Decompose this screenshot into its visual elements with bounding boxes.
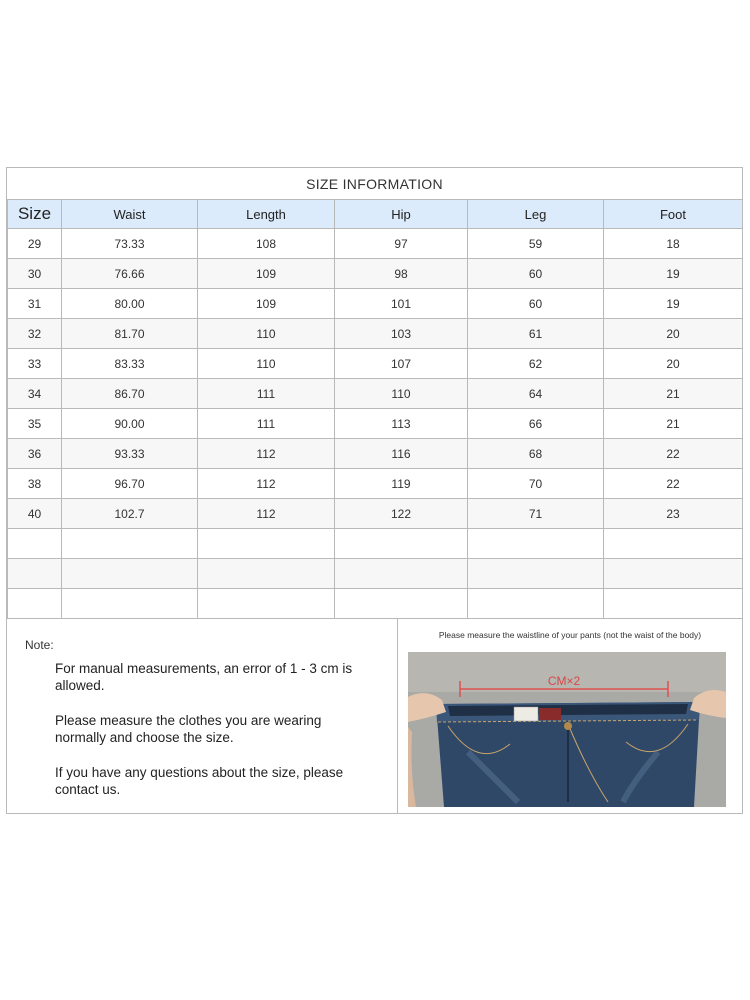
cell-foot: 18 [604,229,743,259]
cell-foot: 22 [604,469,743,499]
cell-leg: 66 [468,409,604,439]
column-header-size: Size [8,200,62,229]
size-chart [6,167,743,814]
cell-leg: 62 [468,349,604,379]
table-row [8,409,743,439]
note-error-tolerance: For manual measurements, an error of 1 - 3 cm is allowed. [55,661,353,693]
cell-hip: 98 [335,259,468,289]
cell-size: 31 [8,289,62,319]
cell-size: 38 [8,469,62,499]
cell-leg [468,529,604,559]
cell-foot: 20 [604,349,743,379]
measurement-photo-panel [398,618,742,813]
cell-length: 111 [198,409,335,439]
cell-waist [62,529,198,559]
cell-foot: 21 [604,379,743,409]
cell-size: 34 [8,379,62,409]
cell-leg: 64 [468,379,604,409]
cell-size: 30 [8,259,62,289]
cell-length [198,589,335,619]
cell-foot [604,589,743,619]
notes-panel [7,618,397,813]
bottom-section [7,618,742,813]
cell-hip [335,529,468,559]
cell-length: 110 [198,319,335,349]
cell-size: 40 [8,499,62,529]
cell-size: 33 [8,349,62,379]
cell-length: 108 [198,229,335,259]
cell-size: 29 [8,229,62,259]
note-contact-us: If you have any questions about the size, please contact us. [55,765,344,797]
cell-hip: 101 [335,289,468,319]
cell-length: 112 [198,469,335,499]
column-header-foot: Foot [604,200,743,229]
cell-hip: 122 [335,499,468,529]
cell-waist [62,559,198,589]
table-row [8,379,743,409]
table-row [8,439,743,469]
cell-hip: 116 [335,439,468,469]
column-header-hip: Hip [335,200,468,229]
cell-hip: 110 [335,379,468,409]
cell-length: 111 [198,379,335,409]
cell-length: 109 [198,259,335,289]
table-row [8,229,743,259]
table-row [8,319,743,349]
cell-waist: 81.70 [62,319,198,349]
cell-foot: 23 [604,499,743,529]
cell-size: 36 [8,439,62,469]
cell-hip: 113 [335,409,468,439]
cell-hip: 119 [335,469,468,499]
cell-hip: 107 [335,349,468,379]
cell-size [8,589,62,619]
cell-size: 32 [8,319,62,349]
cell-foot: 22 [604,439,743,469]
cell-waist: 80.00 [62,289,198,319]
cell-length: 109 [198,289,335,319]
cell-leg: 61 [468,319,604,349]
photo-caption: Please measure the waistline of your pants (not the waist of the body) [438,630,702,640]
size-table [7,199,743,619]
cell-waist [62,589,198,619]
table-row [8,289,743,319]
note-label: Note: [25,638,54,652]
cell-size [8,559,62,589]
cell-leg: 60 [468,289,604,319]
cell-length: 110 [198,349,335,379]
cell-length: 112 [198,439,335,469]
table-row [8,559,743,589]
cell-length [198,529,335,559]
cell-leg: 70 [468,469,604,499]
cell-foot: 20 [604,319,743,349]
cell-hip: 97 [335,229,468,259]
cell-waist: 96.70 [62,469,198,499]
cell-waist: 76.66 [62,259,198,289]
cell-length: 112 [198,499,335,529]
column-header-length: Length [198,200,335,229]
cell-leg: 68 [468,439,604,469]
cell-leg [468,589,604,619]
cell-waist: 93.33 [62,439,198,469]
cell-size: 35 [8,409,62,439]
cell-leg [468,559,604,589]
cell-leg: 71 [468,499,604,529]
table-row [8,259,743,289]
cell-foot: 19 [604,259,743,289]
table-row [8,499,743,529]
cell-foot [604,559,743,589]
cell-size [8,529,62,559]
cell-hip [335,589,468,619]
cell-foot [604,529,743,559]
cell-length [198,559,335,589]
cell-foot: 19 [604,289,743,319]
cell-waist: 73.33 [62,229,198,259]
cell-leg: 59 [468,229,604,259]
table-row [8,469,743,499]
cell-hip: 103 [335,319,468,349]
table-title: SIZE INFORMATION [7,168,742,200]
table-row [8,529,743,559]
table-row [8,349,743,379]
cell-leg: 60 [468,259,604,289]
table-row [8,589,743,619]
cell-waist: 83.33 [62,349,198,379]
cell-waist: 102.7 [62,499,198,529]
note-measure-clothes: Please measure the clothes you are wearing normally and choose the size. [55,713,322,745]
table-body [8,229,743,619]
column-header-waist: Waist [62,200,198,229]
cell-waist: 86.70 [62,379,198,409]
cell-waist: 90.00 [62,409,198,439]
table-header-row [8,200,743,229]
column-header-leg: Leg [468,200,604,229]
jeans-waist-measurement-photo [408,652,726,807]
cell-foot: 21 [604,409,743,439]
cell-hip [335,559,468,589]
measure-label: CM×2 [547,674,581,688]
